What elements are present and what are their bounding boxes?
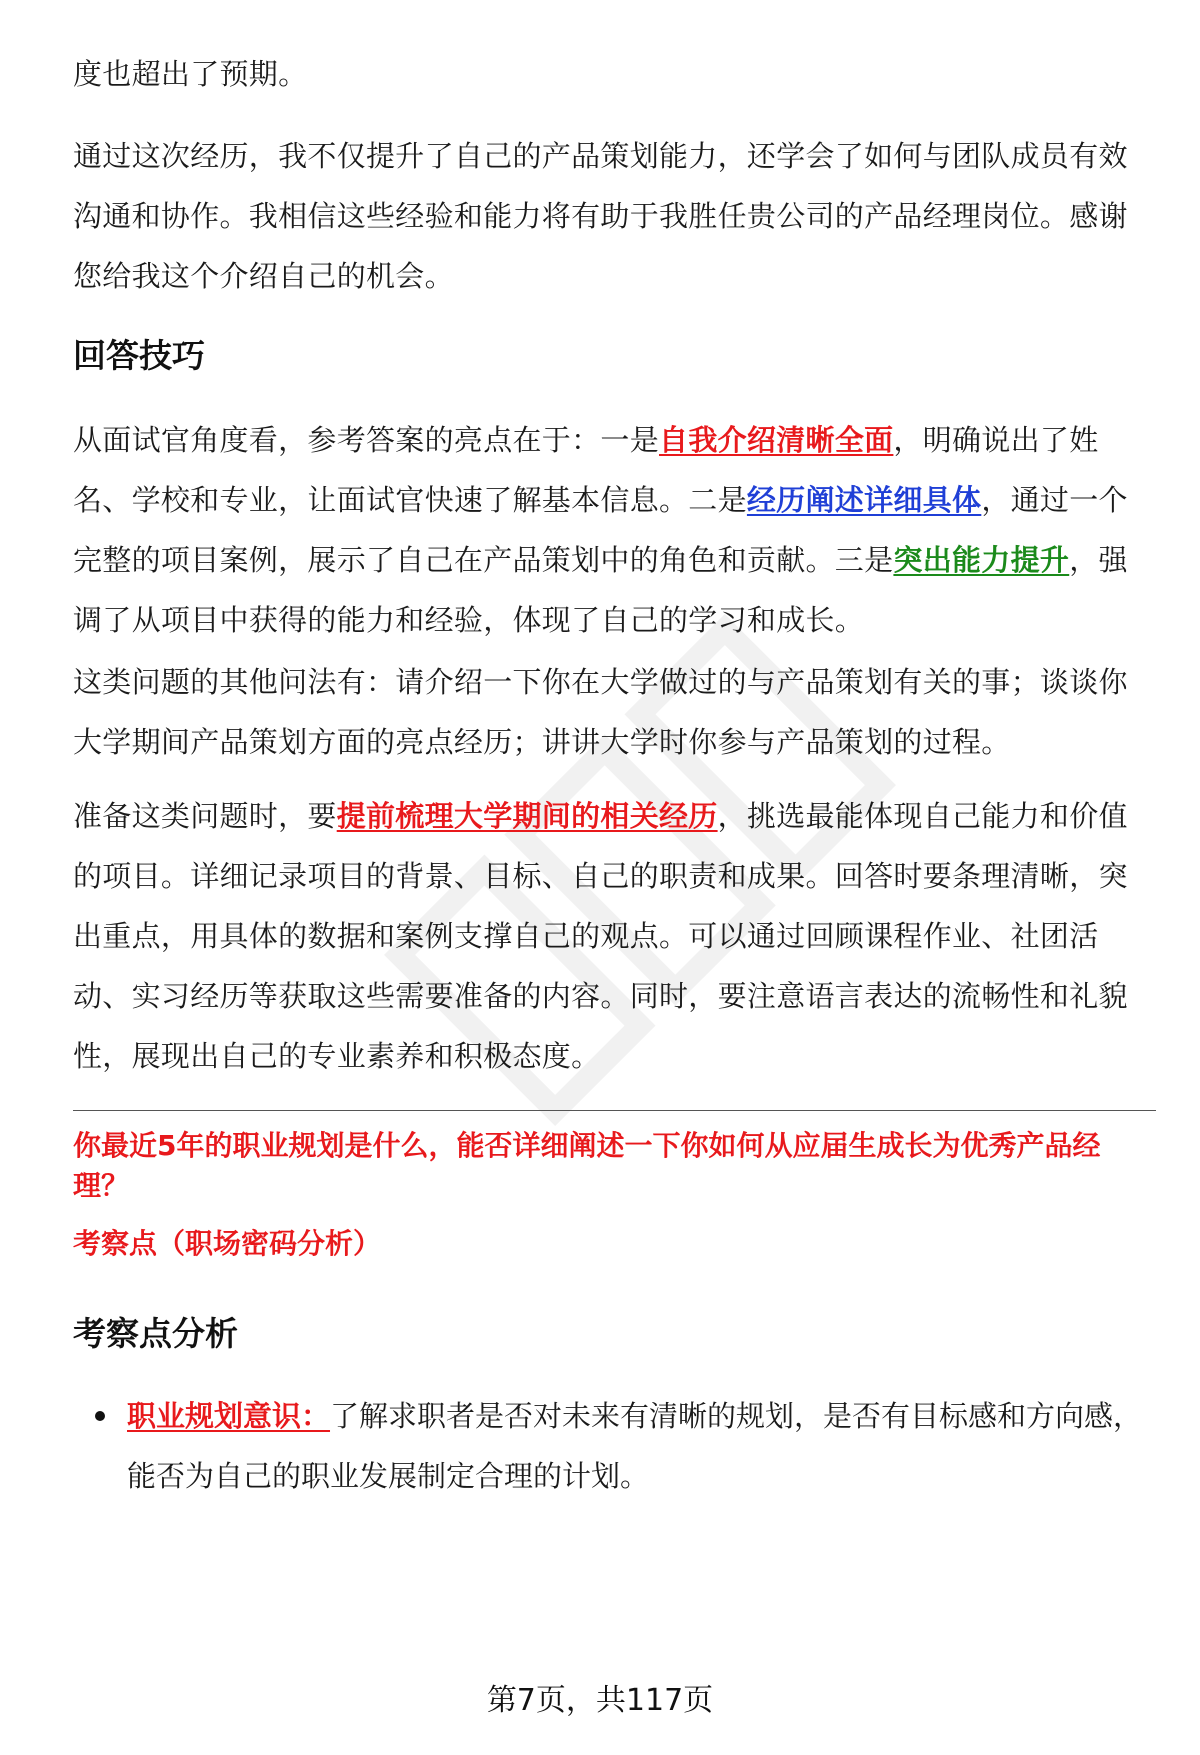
highlight-review-experience: 提前梳理大学期间的相关经历 — [336, 799, 718, 833]
paragraph-summary: 通过这次经历，我不仅提升了自己的产品策划能力，还学会了如何与团队成员有效沟通和协作。我相信这些经验和能力将有助于我胜任贵公司的产品经理岗位。感谢您给我这个介绍自己的机会。 — [73, 139, 1128, 293]
text-span: 从面试官角度看，参考答案的亮点在于：一是 — [73, 423, 660, 457]
text-span: ，挑选最能体现自己能力和价值的项目。详细记录项目的背景、目标、自己的职责和成果。回答时要条理清晰，突出重点，用具体的数据和案例支撑自己的观点。可以通过回顾课程作业、社团活动、实习经历等获取这些需要准备的内容。同时，要注意语言表达的流畅性和礼貌性，展现出自己的专业素养和积极态度。 — [73, 799, 1128, 1073]
text-span: ，通过一个完整的项目案例，展示了自己在产品策划中的角色和贡献。三是 — [73, 483, 1128, 577]
paragraph-preparation — [73, 786, 1148, 1086]
assessment-subheading: 考察点（职场密码分析） — [73, 1227, 382, 1260]
section-divider — [73, 1110, 1156, 1111]
highlight-clear-intro: 自我介绍清晰全面 — [659, 423, 894, 457]
list-item — [97, 1386, 1147, 1506]
bullet-label: 职业规划意识： — [127, 1399, 331, 1433]
highlight-ability-improvement: 突出能力提升 — [893, 543, 1070, 577]
text-span: 准备这类问题时，要 — [73, 799, 337, 833]
page-footer: 第7页，共117页 — [486, 1683, 714, 1718]
interview-question: 你最近5年的职业规划是什么，能否详细阐述一下你如何从应届生成长为优秀产品经理？ — [73, 1129, 1101, 1202]
bullet-text: 了解求职者是否对未来有清晰的规划，是否有目标感和方向感，能否为自己的职业发展制定合理的计划。 — [127, 1399, 1143, 1493]
paragraph-alternative-questions: 这类问题的其他问法有：请介绍一下你在大学做过的与产品策划有关的事；谈谈你大学期间产品策划方面的亮点经历；讲讲大学时你参与产品策划的过程。 — [73, 665, 1128, 759]
section-heading-answer-tips: 回答技巧 — [73, 336, 205, 375]
paragraph-continuation: 度也超出了预期。 — [73, 57, 308, 91]
text-span: ，明确说出了姓名、学校和专业，让面试官快速了解基本信息。二是 — [73, 423, 1099, 517]
section-heading-assessment-analysis: 考察点分析 — [73, 1314, 238, 1353]
text-span: ，强调了从项目中获得的能力和经验，体现了自己的学习和成长。 — [73, 543, 1128, 637]
bullet-icon — [95, 1411, 105, 1421]
highlight-detailed-experience: 经历阐述详细具体 — [746, 483, 982, 517]
paragraph-highlights — [73, 410, 1148, 650]
